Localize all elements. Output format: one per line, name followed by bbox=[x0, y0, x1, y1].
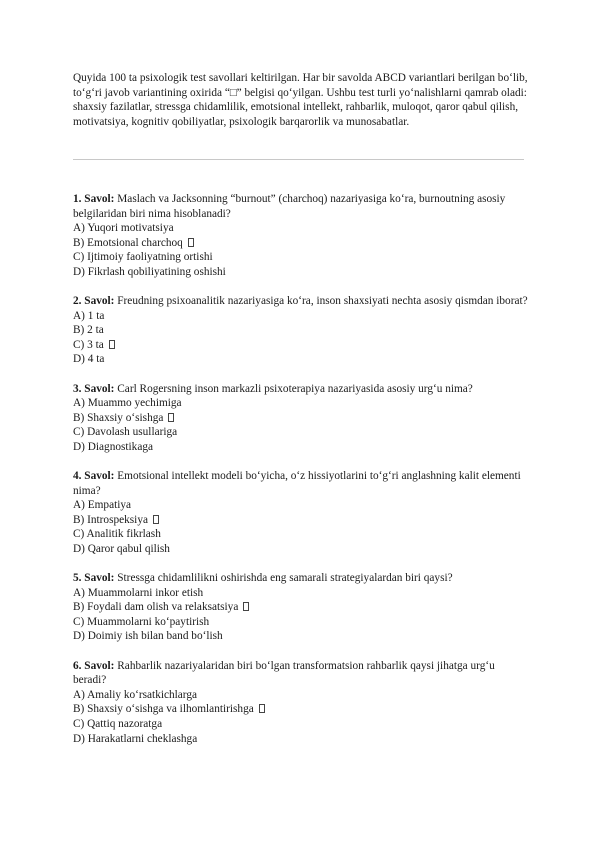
intro-paragraph: Quyida 100 ta psixologik test savollari keltirilgan. Har bir savolda ABCD variantlari berilgan bo‘lib, to‘g‘ri javob variantining oxirida “□” belgisi qo‘yilgan. Ushbu test turli yo‘nalishlarni qamrab oladi: shaxsiy fazilatlar, stressga chidamlilik, emotsional intellekt, rahbarlik, muloqot, qaror qabul qilish, motivatsiya, kognitiv qobiliyatlar, psixologik barqarorlik va munosabatlar. bbox=[73, 72, 528, 128]
answer-option bbox=[73, 688, 528, 703]
answer-option-text: B) Emotsional charchoq bbox=[73, 236, 183, 249]
question-body: Stressga chidamlilikni oshirishda eng samarali strategiyalardan biri qaysi? bbox=[117, 572, 453, 585]
answer-option bbox=[73, 265, 528, 280]
answer-option bbox=[73, 702, 528, 717]
answer-option bbox=[73, 498, 528, 513]
answer-option-text: B) 2 ta bbox=[73, 324, 104, 337]
answer-option-text: C) Analitik fikrlash bbox=[73, 528, 161, 541]
answer-option-text: A) Muammolarni inkor etish bbox=[73, 586, 204, 599]
answer-option bbox=[73, 411, 528, 426]
answer-option-text: B) Foydali dam olish va relaksatsiya bbox=[73, 601, 239, 614]
question-block bbox=[73, 571, 528, 644]
answer-option-text: B) Introspeksiya bbox=[73, 513, 148, 526]
answer-option-text: A) 1 ta bbox=[73, 309, 105, 322]
question-label: 3. Savol: bbox=[73, 382, 115, 395]
question-label: 6. Savol: bbox=[73, 659, 115, 672]
answer-option bbox=[73, 352, 528, 367]
question-body: Rahbarlik nazariyalaridan biri bo‘lgan transformatsion rahbarlik qaysi jihatga urg‘u beradi? bbox=[73, 659, 495, 687]
answer-option bbox=[73, 338, 528, 353]
answer-option bbox=[73, 250, 528, 265]
answer-option bbox=[73, 615, 528, 630]
answer-option-text: A) Amaliy ko‘rsatkichlarga bbox=[73, 688, 198, 701]
question-text bbox=[73, 659, 528, 688]
correct-answer-mark-icon bbox=[153, 515, 159, 524]
correct-answer-mark-icon bbox=[109, 340, 115, 349]
answer-option bbox=[73, 717, 528, 732]
question-body: Carl Rogersning inson markazli psixoterapiya nazariyasida asosiy urg‘u nima? bbox=[117, 382, 473, 395]
question-label: 2. Savol: bbox=[73, 295, 115, 308]
question-block bbox=[73, 469, 528, 557]
question-block bbox=[73, 382, 528, 455]
answer-option-text: C) 3 ta bbox=[73, 338, 104, 351]
answer-option-text: A) Empatiya bbox=[73, 499, 132, 512]
answer-option-text: D) Doimiy ish bilan band bo‘lish bbox=[73, 630, 223, 643]
answer-option bbox=[73, 440, 528, 455]
answer-option bbox=[73, 600, 528, 615]
answer-option-text: C) Ijtimoiy faoliyatning ortishi bbox=[73, 251, 213, 264]
question-label: 4. Savol: bbox=[73, 470, 115, 482]
answer-option bbox=[73, 732, 528, 747]
answer-option-text: D) 4 ta bbox=[73, 353, 105, 366]
answer-option bbox=[73, 221, 528, 236]
question-text bbox=[73, 382, 528, 397]
question-body: Emotsional intellekt modeli bo‘yicha, o‘z hissiyotlarini to‘g‘ri anglashning kalit elementi nima? bbox=[73, 470, 521, 497]
answer-option-text: D) Fikrlash qobiliyatining oshishi bbox=[73, 265, 226, 278]
correct-answer-mark-icon bbox=[168, 413, 174, 422]
correct-answer-mark-icon bbox=[243, 602, 249, 611]
question-text bbox=[73, 192, 528, 221]
question-text bbox=[73, 469, 528, 498]
answer-option-text: B) Shaxsiy o‘sishga va ilhomlantirishga bbox=[73, 703, 254, 716]
answer-option-text: C) Davolash usullariga bbox=[73, 426, 178, 439]
answer-option-text: A) Yuqori motivatsiya bbox=[73, 222, 174, 235]
horizontal-divider bbox=[73, 159, 524, 160]
answer-option bbox=[73, 396, 528, 411]
question-label: 1. Savol: bbox=[73, 193, 115, 205]
answer-option-text: C) Qattiq nazoratga bbox=[73, 717, 163, 730]
answer-option bbox=[73, 527, 528, 542]
answer-option bbox=[73, 513, 528, 528]
answer-option bbox=[73, 629, 528, 644]
answer-option bbox=[73, 309, 528, 324]
answer-option-text: C) Muammolarni ko‘paytirish bbox=[73, 615, 210, 628]
answer-option-text: A) Muammo yechimiga bbox=[73, 397, 182, 410]
correct-answer-mark-icon bbox=[188, 238, 194, 247]
answer-option-text: D) Harakatlarni cheklashga bbox=[73, 732, 198, 745]
question-list bbox=[73, 192, 528, 761]
question-body: Maslach va Jacksonning “burnout” (charchoq) nazariyasiga ko‘ra, burnoutning asosiy belgilaridan biri nima hisoblanadi? bbox=[73, 193, 506, 220]
question-block bbox=[73, 659, 528, 747]
question-label: 5. Savol: bbox=[73, 572, 115, 585]
answer-option bbox=[73, 542, 528, 557]
answer-option bbox=[73, 586, 528, 601]
answer-option-text: B) Shaxsiy o‘sishga bbox=[73, 411, 164, 424]
question-text bbox=[73, 294, 528, 309]
answer-option bbox=[73, 425, 528, 440]
answer-option-text: D) Diagnostikaga bbox=[73, 440, 153, 453]
question-body: Freudning psixoanalitik nazariyasiga ko‘ra, inson shaxsiyati nechta asosiy qismdan iborat? bbox=[117, 295, 528, 308]
question-block bbox=[73, 192, 528, 280]
question-block bbox=[73, 294, 528, 367]
answer-option-text: D) Qaror qabul qilish bbox=[73, 542, 170, 555]
correct-answer-mark-icon bbox=[259, 704, 265, 713]
answer-option bbox=[73, 236, 528, 251]
answer-option bbox=[73, 323, 528, 338]
question-text bbox=[73, 571, 528, 586]
